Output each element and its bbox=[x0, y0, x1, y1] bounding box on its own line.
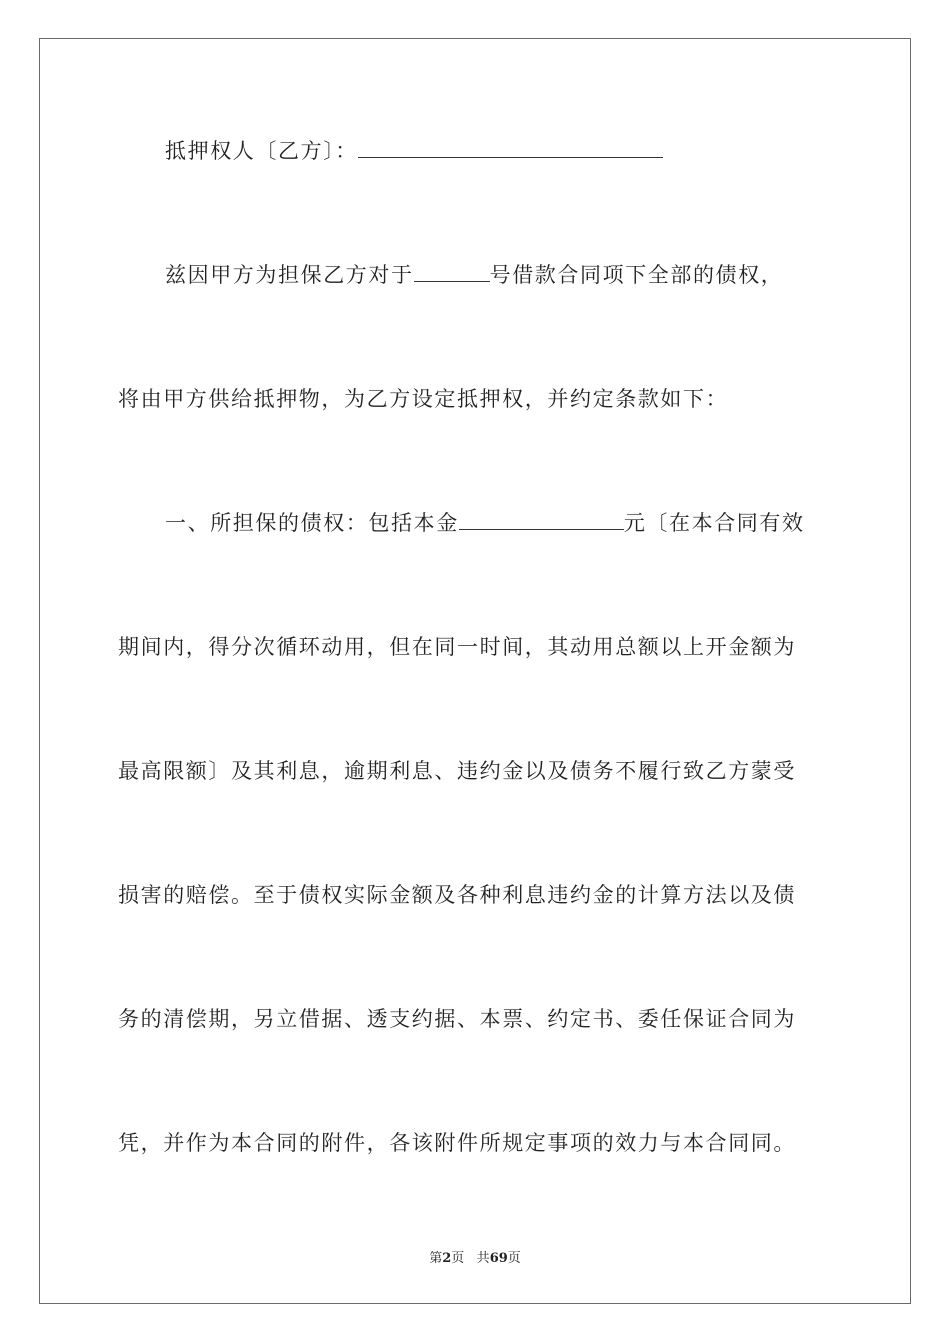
text-segment: 一、所担保的债权：包括本金 bbox=[165, 511, 459, 535]
total-prefix: 共 bbox=[476, 1251, 490, 1266]
mortgagee-label: 抵押权人〔乙方〕： bbox=[165, 139, 358, 163]
page-prefix: 第 bbox=[429, 1251, 443, 1266]
paragraph-line: 最高限额〕及其利息，逾期利息、违约金以及债务不履行致乙方蒙受 bbox=[118, 759, 796, 783]
text-segment: 元〔在本合同有效 bbox=[623, 511, 805, 535]
paragraph-line bbox=[165, 260, 783, 290]
page-current: 2 bbox=[442, 1251, 452, 1266]
page-footer bbox=[0, 1247, 950, 1266]
text-segment: 号借款合同项下全部的债权， bbox=[489, 263, 784, 287]
contract-number-blank bbox=[414, 263, 490, 282]
paragraph-line: 将由甲方供给抵押物，为乙方设定抵押权，并约定条款如下： bbox=[118, 387, 729, 411]
paragraph-line: 期间内，得分次循环动用，但在同一时间，其动用总额以上开金额为 bbox=[118, 635, 796, 659]
total-suffix: 页 bbox=[507, 1251, 521, 1266]
page-suffix: 页 bbox=[451, 1251, 465, 1266]
clause-one-line bbox=[165, 508, 805, 538]
text-segment: 兹因甲方为担保乙方对于 bbox=[165, 263, 414, 287]
paragraph-line: 损害的赔偿。至于债权实际金额及各种利息违约金的计算方法以及债 bbox=[118, 883, 796, 907]
mortgagee-blank bbox=[358, 139, 663, 158]
mortgagee-line bbox=[165, 136, 663, 166]
principal-amount-blank bbox=[459, 511, 624, 530]
page-total: 69 bbox=[489, 1251, 508, 1266]
paragraph-line: 务的清偿期，另立借据、透支约据、本票、约定书、委任保证合同为 bbox=[118, 1007, 796, 1031]
paragraph-line: 凭，并作为本合同的附件，各该附件所规定事项的效力与本合同同。 bbox=[118, 1131, 796, 1155]
page-border bbox=[39, 38, 911, 1304]
